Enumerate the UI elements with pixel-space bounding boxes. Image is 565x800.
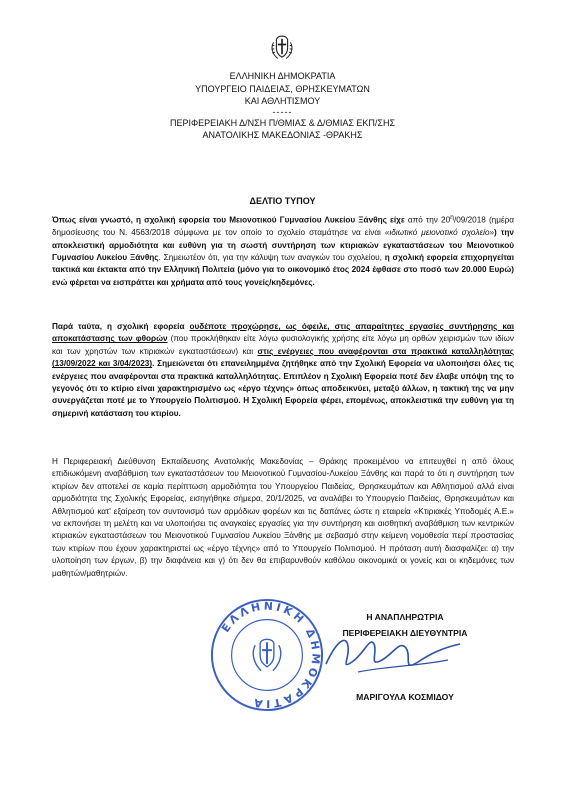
p2-underlined-2: στις ενέργειες που αναφέρονται στα πρακτικά καταλληλότητας (13/09/2022 και 3/04/2023) xyxy=(52,346,514,369)
p2-causes: (που προκλήθηκαν είτε λόγω φυσιολογικής χρήσης είτε λόγω μη ορθών χειρισμών των ιδίων και των χρηστών των κτιριακών εγκαταστάσεων) και xyxy=(52,334,514,356)
stamp-emblem-icon xyxy=(253,639,281,670)
p1-quote: «ιδιωτικό μειονοτικό σχολείο» xyxy=(384,228,495,238)
p1-date-prefix: από την 20 xyxy=(404,215,451,225)
p2-rest: . Σημειώνεται ότι επανειλημμένα ζητήθηκε από την Σχολική Εφορεία να υλοποιήσει όλες τις ενέργειες που αναφέρονται στα πρακτικά καταλληλότητας. Επιπλέον η Σχολική Εφορεία ποτέ δεν έλαβε υπόψη της το γεγονός ότι το κτίριο είναι χαρακτηρισμένο ως «έργο τέχνης» όπως αποδεικνύει, μεταξύ άλλων, η τακτική της να μην συνεργάζεται ποτέ με το Υπουργείο Πολιτισμού. Η Σχολική Εφορεία φέρει, επομένως, αποκλειστικά την ευθύνη για τη σημερινή κατάσταση του κτιρίου. xyxy=(52,359,514,418)
signatory-title-1: Η ΑΝΑΠΛΗΡΩΤΡΙΑ xyxy=(366,612,444,622)
signatory-title-2: ΠΕΡΙΦΕΡΕΙΑΚΗ ΔΙΕΥΘΥΝΤΡΙΑ xyxy=(342,628,468,638)
p2-underlined-1: ουδέποτε προχώρησε, ως όφειλε, στις απαραίτητες εργασίες συντήρησης και αποκατάστασης των φθορών xyxy=(52,322,515,344)
letterhead-line-4: ΠΕΡΙΦΕΡΕΙΑΚΗ Δ/ΝΣΗ Π/ΘΜΙΑΣ & Δ/ΘΜΙΑΣ ΕΚΠ/ΣΗΣ xyxy=(169,117,396,128)
p1-date-sup: η xyxy=(450,214,454,221)
paragraph-2 xyxy=(52,321,514,420)
p1-funding: η σχολική εφορεία επιχορηγείται τακτικά και έκτακτα από την Ελληνική Πολιτεία (μόνο για το οικονομικό έτος 2024 έφθασε στο ποσό των 20.000 Ευρώ) ενώ φέρεται να εισπράττει και χρήματα από τους γονείς/κηδεμόνες. xyxy=(52,252,514,287)
p1-note: . Σημειωτέον ότι, για την κάλυψη των αναγκών του σχολείου, xyxy=(158,252,385,262)
letterhead xyxy=(0,70,565,142)
letterhead-line-2: ΥΠΟΥΡΓΕΙΟ ΠΑΙΔΕΙΑΣ, ΘΡΗΣΚΕΥΜΑΤΩΝ xyxy=(195,83,370,94)
signatory-name: ΜΑΡΙΓΟΥΛΑ ΚΟΣΜΙΔΟΥ xyxy=(356,692,454,702)
letterhead-line-5: ΑΝΑΤΟΛΙΚΗΣ ΜΑΚΕΔΟΝΙΑΣ -ΘΡΑΚΗΣ xyxy=(202,130,363,140)
paragraph-3: Η Περιφερειακή Διεύθυνση Εκπαίδευσης Ανατολικής Μακεδονίας – Θράκης προκειμένου να επιτευχθεί η από όλους επιδιωκόμενη αναβάθμιση των εγκαταστάσεων του Μειονοτικού Γυμνασίου-Λυκείου Ξάνθης και παρά το ότι η συντήρηση των κτιρίων δεν αποτελεί σε καμία περίπτωση αρμοδιότητα του Υπουργείου Παιδείας, Θρησκευμάτων και Αθλητισμού αλλά είναι αρμοδιότητα της Σχολικής Εφορείας, εισηγήθηκε σήμερα, 20/1/2025, να αναλάβει το Υπουργείο Παιδείας, Θρησκευμάτων και Αθλητισμού κατ' εξαίρεση τον συντονισμό των αρμόδιων φορέων και τις δαπάνες ώστε η εταιρεία «Κτιριακές Υποδομές Α.Ε.» να εκπονήσει τη μελέτη και να υλοποιήσει τις αναγκαίες εργασίες για την συντήρηση και αισθητική αναβάθμιση των κεντρικών κτιριακών εγκαταστάσεων του Μειονοτικού Γυμνασίου Λυκείου Ξάνθης με σεβασμό στην κείμενη νομοθεσία περί προστασίας των κτιρίων που έχουν χαρακτηριστεί ως «έργο τέχνης» από το Υπουργείο Πολιτισμού. Η πρόταση αυτή διασφαλίζει: α) την υλοποίηση των έργων, β) την διαφάνεια και γ) ότι δεν θα επιβαρυνθούν καθόλου οικονομικά οι γονείς και οι κηδεμόνες των μαθητών/μαθητριών. xyxy=(52,457,514,578)
p1-date-text: /09/2018 (ημέρα δημοσίευσης του Ν. 4563/2018 σύμφωνα με τον οποίο το σχολείο σταμάτησε να είναι xyxy=(52,215,514,238)
letterhead-separator: ----- xyxy=(272,106,293,117)
stamp-text: ΕΛΛΗΝΙΚΗ ΔΗΜΟΚΡΑΤΙΑ xyxy=(218,599,323,711)
p1-responsibility: ) την αποκλειστική αρμοδιότητα και ευθύνη για τη σωστή συντήρηση των κτιριακών εγκαταστάσεων του Μειονοτικού Γυμνασίου Λυκείου Ξάνθης xyxy=(52,228,514,262)
letterhead-line-3: ΚΑΙ ΑΘΛΗΤΙΣΜΟΥ xyxy=(244,96,321,106)
greek-coat-of-arms-icon xyxy=(268,34,296,62)
document-title: ΔΕΛΤΙΟ ΤΥΠΟΥ xyxy=(249,196,316,206)
letterhead-line-1: ΕΛΛΗΝΙΚΗ ΔΗΜΟΚΡΑΤΙΑ xyxy=(229,71,336,81)
p1-intro: Όπως είναι γνωστό, η σχολική εφορεία του Μειονοτικού Γυμνασίου Λυκείου Ξάνθης είχε xyxy=(52,215,405,225)
paragraph-1 xyxy=(52,212,514,289)
p2-intro: Παρά ταύτα, η σχολική εφορεία xyxy=(52,322,190,331)
